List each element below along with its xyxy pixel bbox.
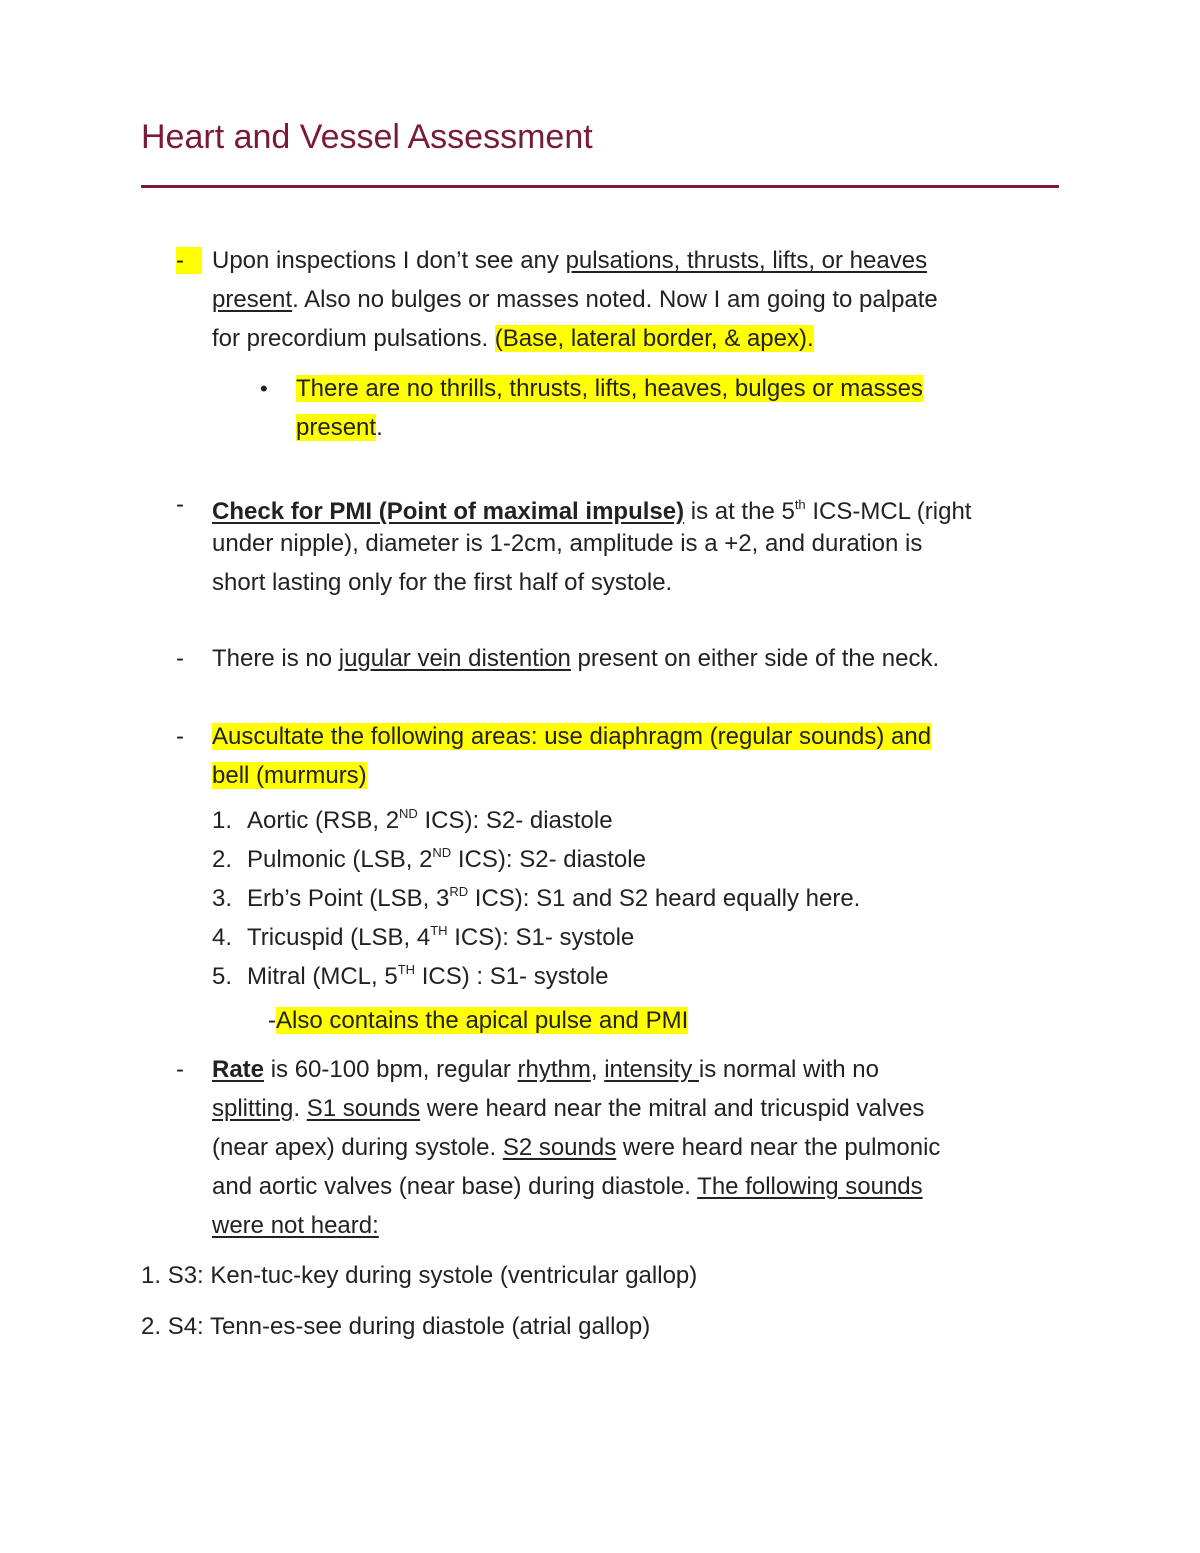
section-5-dash: -: [176, 1056, 184, 1083]
section-1-dash: -: [176, 246, 202, 276]
section-5-line-1: Rate is 60-100 bpm, regular rhythm, intensity is normal with no: [212, 1056, 879, 1083]
list-item: 5. Mitral (MCL, 5TH ICS) : S1- systole: [212, 962, 609, 990]
section-5-line-3: (near apex) during systole. S2 sounds were heard near the pulmonic: [212, 1134, 941, 1161]
list-item: 1. S3: Ken-tuc-key during systole (ventricular gallop): [141, 1262, 698, 1289]
section-1-line-1: Upon inspections I don’t see any pulsations, thrusts, lifts, or heaves: [212, 247, 928, 274]
section-1-line-2: present. Also no bulges or masses noted. Now I am going to palpate: [212, 286, 938, 313]
title-rule: [141, 185, 1059, 188]
section-2-line-1: Check for PMI (Point of maximal impulse) is at the 5th ICS-MCL (right: [212, 497, 972, 525]
section-5-line-4: and aortic valves (near base) during diastole. The following sounds: [212, 1173, 923, 1200]
list-item: 1. Aortic (RSB, 2ND ICS): S2- diastole: [212, 806, 613, 834]
section-1-line-3: for precordium pulsations. (Base, lateral border, & apex).: [212, 325, 814, 352]
section-3-dash: -: [176, 645, 184, 672]
page-title: Heart and Vessel Assessment: [141, 118, 593, 156]
list-item: 2. S4: Tenn-es-see during diastole (atrial gallop): [141, 1313, 651, 1340]
section-2-line-2: under nipple), diameter is 1-2cm, amplitude is a +2, and duration is: [212, 530, 923, 557]
bullet-icon: •: [260, 376, 268, 401]
section-4-dash: -: [176, 723, 184, 750]
section-4-line-2: bell (murmurs): [212, 762, 367, 789]
section-2-dash: -: [176, 491, 184, 518]
section-4-line-1: Auscultate the following areas: use diaphragm (regular sounds) and: [212, 723, 932, 750]
section-1-bullet-line-2: present.: [296, 414, 383, 441]
list-item: 2. Pulmonic (LSB, 2ND ICS): S2- diastole: [212, 845, 646, 873]
section-5-line-2: splitting. S1 sounds were heard near the mitral and tricuspid valves: [212, 1095, 925, 1122]
section-3-line: There is no jugular vein distention present on either side of the neck.: [212, 645, 940, 672]
section-5-line-5: were not heard:: [212, 1212, 379, 1239]
list-item: 3. Erb’s Point (LSB, 3RD ICS): S1 and S2 heard equally here.: [212, 884, 861, 912]
section-1-bullet-line-1: There are no thrills, thrusts, lifts, heaves, bulges or masses: [296, 375, 923, 402]
section-4-note: -Also contains the apical pulse and PMI: [268, 1007, 689, 1034]
section-2-line-3: short lasting only for the first half of systole.: [212, 569, 673, 596]
list-item: 4. Tricuspid (LSB, 4TH ICS): S1- systole: [212, 923, 635, 951]
